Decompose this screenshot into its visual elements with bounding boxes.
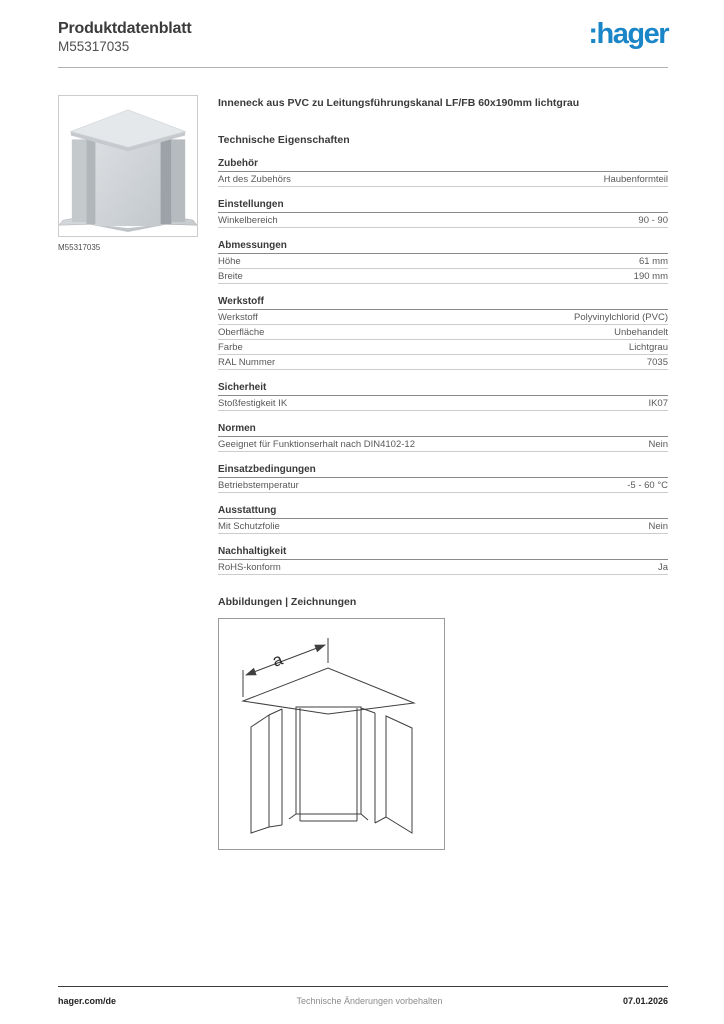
- spec-row: Breite 190 mm: [218, 271, 668, 282]
- drawings-heading: Abbildungen | Zeichnungen: [218, 596, 357, 608]
- spec-row: Höhe 61 mm: [218, 256, 668, 267]
- spec-section-title: Einsatzbedingungen: [218, 464, 668, 478]
- spec-section-zubehoer: [218, 158, 668, 187]
- spec-row: Geeignet für Funktionserhalt nach DIN4102-12 Nein: [218, 439, 668, 450]
- product-title: Inneneck aus PVC zu Leitungsführungskanal LF/FB 60x190mm lichtgrau: [218, 97, 580, 109]
- spec-section-title: Normen: [218, 423, 668, 437]
- spec-section-einstellungen: [218, 199, 668, 228]
- header-divider: [58, 67, 668, 68]
- spec-row: Winkelbereich 90 - 90: [218, 215, 668, 226]
- spec-section-sicherheit: [218, 382, 668, 411]
- technical-drawing-box: [218, 618, 445, 850]
- spec-row: Betriebstemperatur -5 - 60 °C: [218, 480, 668, 491]
- spec-section-einsatzbedingungen: [218, 464, 668, 493]
- spec-column: [218, 95, 668, 850]
- spec-section-nachhaltigkeit: [218, 546, 668, 575]
- hager-logo: :hager: [588, 18, 668, 50]
- spec-section-title: Nachhaltigkeit: [218, 546, 668, 560]
- spec-section-title: Sicherheit: [218, 382, 668, 396]
- spec-section-ausstattung: [218, 505, 668, 534]
- spec-section-title: Zubehör: [218, 158, 668, 172]
- product-photo-box: [58, 95, 198, 237]
- footer-website-link[interactable]: hager.com/de: [58, 996, 117, 1006]
- spec-section-title: Einstellungen: [218, 199, 668, 213]
- spec-section-title: Abmessungen: [218, 240, 668, 254]
- spec-section-normen: [218, 423, 668, 452]
- footer-notice: Technische Änderungen vorbehalten: [296, 996, 443, 1006]
- spec-row: Farbe Lichtgrau: [218, 342, 668, 353]
- spec-section-title: Ausstattung: [218, 505, 668, 519]
- spec-section-werkstoff: [218, 296, 668, 370]
- technical-drawing: [219, 619, 444, 849]
- page-title: Produktdatenblatt: [58, 20, 192, 37]
- spec-section-title: Werkstoff: [218, 296, 668, 310]
- product-photo: [59, 96, 197, 236]
- dimension-label: a: [269, 649, 286, 671]
- product-photo-caption: M55317035: [58, 243, 101, 252]
- tech-properties-heading: Technische Eigenschaften: [218, 134, 350, 146]
- spec-row: Oberfläche Unbehandelt: [218, 327, 668, 338]
- product-photo-column: [58, 95, 200, 252]
- spec-row: Mit Schutzfolie Nein: [218, 521, 668, 532]
- header: [0, 0, 724, 55]
- spec-row: Werkstoff Polyvinylchlorid (PVC): [218, 312, 668, 323]
- main-content: [58, 95, 668, 850]
- header-titles: [58, 20, 192, 55]
- spec-row: RAL Nummer 7035: [218, 357, 668, 368]
- spec-section-abmessungen: [218, 240, 668, 284]
- product-number: M55317035: [58, 39, 130, 54]
- footer: [58, 986, 668, 1006]
- spec-row: Art des Zubehörs Haubenformteil: [218, 174, 668, 185]
- spec-row: RoHS-konform Ja: [218, 562, 668, 573]
- spec-row: Stoßfestigkeit IK IK07: [218, 398, 668, 409]
- footer-date: 07.01.2026: [622, 996, 668, 1006]
